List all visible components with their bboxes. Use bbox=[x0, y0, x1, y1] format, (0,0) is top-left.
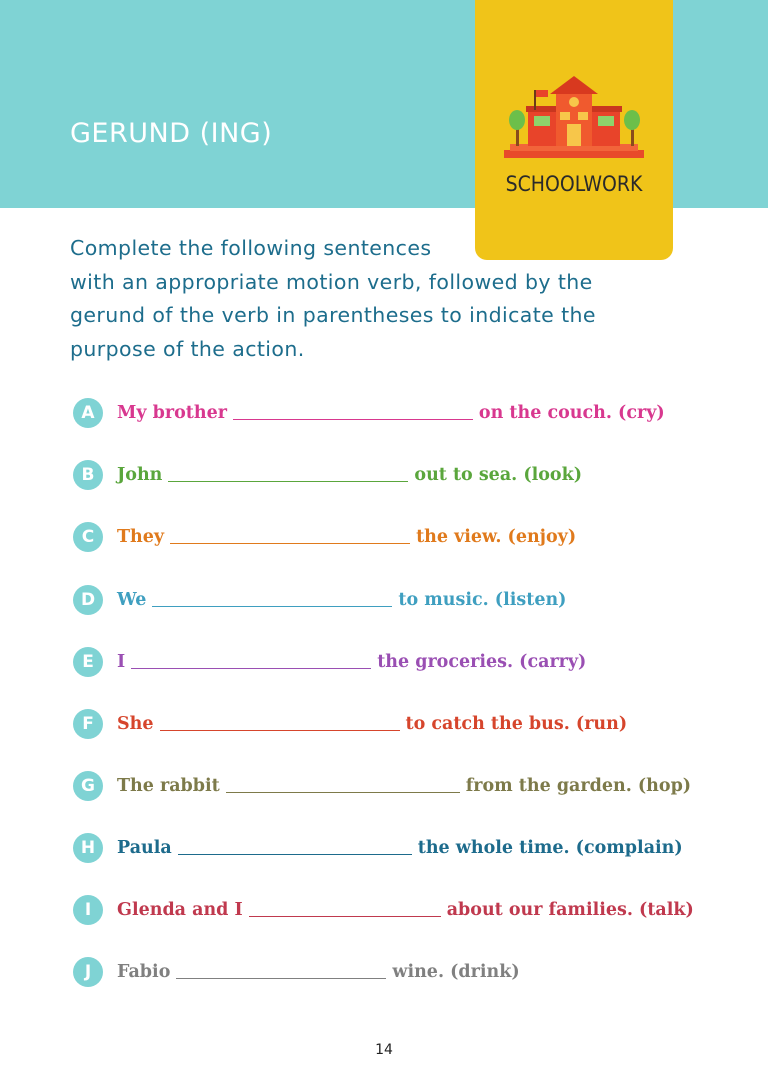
category-tag bbox=[475, 0, 673, 260]
instructions bbox=[70, 232, 670, 366]
sentence-start: John bbox=[117, 465, 163, 485]
sentence-start: I bbox=[117, 652, 126, 672]
exercise-sentence bbox=[117, 776, 691, 796]
exercise-sentence bbox=[117, 590, 566, 610]
instructions-line: gerund of the verb in parentheses to indicate the bbox=[70, 303, 596, 327]
answer-blank[interactable] bbox=[160, 729, 400, 731]
item-letter-badge: D bbox=[73, 585, 103, 615]
exercise-item-i bbox=[73, 895, 713, 925]
sentence-end: to music. (listen) bbox=[398, 590, 567, 610]
sentence-start: Glenda and I bbox=[117, 900, 243, 920]
exercise-item-f bbox=[73, 709, 713, 739]
instructions-line: Complete the following sentences bbox=[70, 236, 432, 260]
exercise-sentence bbox=[117, 900, 694, 920]
item-letter-badge: A bbox=[73, 398, 103, 428]
sentence-end: from the garden. (hop) bbox=[465, 776, 692, 796]
item-letter-badge: J bbox=[73, 957, 103, 987]
exercise-item-e bbox=[73, 647, 713, 677]
item-letter-badge: F bbox=[73, 709, 103, 739]
sentence-start: Paula bbox=[117, 838, 172, 858]
exercise-item-d bbox=[73, 585, 713, 615]
answer-blank[interactable] bbox=[226, 791, 460, 793]
exercise-sentence bbox=[117, 652, 586, 672]
exercise-sentence bbox=[117, 714, 627, 734]
sentence-start: The rabbit bbox=[117, 776, 220, 796]
sentence-end: about our families. (talk) bbox=[446, 900, 694, 920]
exercise-item-g bbox=[73, 771, 713, 801]
sentence-start: We bbox=[117, 590, 147, 610]
sentence-end: to catch the bus. (run) bbox=[405, 714, 628, 734]
item-letter-badge: C bbox=[73, 522, 103, 552]
exercise-item-j bbox=[73, 957, 713, 987]
answer-blank[interactable] bbox=[233, 418, 473, 420]
sentence-end: wine. (drink) bbox=[392, 962, 520, 982]
sentence-end: the whole time. (complain) bbox=[417, 838, 683, 858]
sentence-end: on the couch. (cry) bbox=[478, 403, 665, 423]
answer-blank[interactable] bbox=[176, 977, 386, 979]
exercise-sentence bbox=[117, 465, 582, 485]
sentence-start: She bbox=[117, 714, 154, 734]
sentence-start: Fabio bbox=[117, 962, 171, 982]
answer-blank[interactable] bbox=[178, 853, 412, 855]
instructions-line: with an appropriate motion verb, followed by the bbox=[70, 269, 593, 294]
exercise-item-b bbox=[73, 460, 713, 490]
exercise-sentence bbox=[117, 838, 683, 858]
exercise-item-c bbox=[73, 522, 713, 552]
exercise-sentence bbox=[117, 403, 665, 423]
sentence-start: They bbox=[117, 527, 165, 547]
item-letter-badge: G bbox=[73, 771, 103, 801]
page-number: 14 bbox=[375, 1042, 393, 1058]
instructions-line: purpose of the action. bbox=[70, 336, 305, 361]
answer-blank[interactable] bbox=[170, 542, 410, 544]
sentence-end: the groceries. (carry) bbox=[377, 652, 587, 672]
exercise-item-h bbox=[73, 833, 713, 863]
answer-blank[interactable] bbox=[131, 667, 371, 669]
sentence-end: out to sea. (look) bbox=[414, 465, 583, 485]
answer-blank[interactable] bbox=[152, 605, 392, 607]
item-letter-badge: I bbox=[73, 895, 103, 925]
item-letter-badge: E bbox=[73, 647, 103, 677]
school-building-icon bbox=[500, 72, 648, 164]
sentence-end: the view. (enjoy) bbox=[416, 527, 577, 547]
category-tag-label: SCHOOLWORK bbox=[505, 172, 643, 196]
answer-blank[interactable] bbox=[249, 915, 441, 917]
item-letter-badge: B bbox=[73, 460, 103, 490]
item-letter-badge: H bbox=[73, 833, 103, 863]
answer-blank[interactable] bbox=[168, 480, 408, 482]
sentence-start: My brother bbox=[117, 403, 227, 423]
exercise-sentence bbox=[117, 962, 520, 982]
exercise-item-a bbox=[73, 398, 713, 428]
page-title: GERUND (ING) bbox=[70, 118, 273, 149]
exercise-sentence bbox=[117, 527, 576, 547]
